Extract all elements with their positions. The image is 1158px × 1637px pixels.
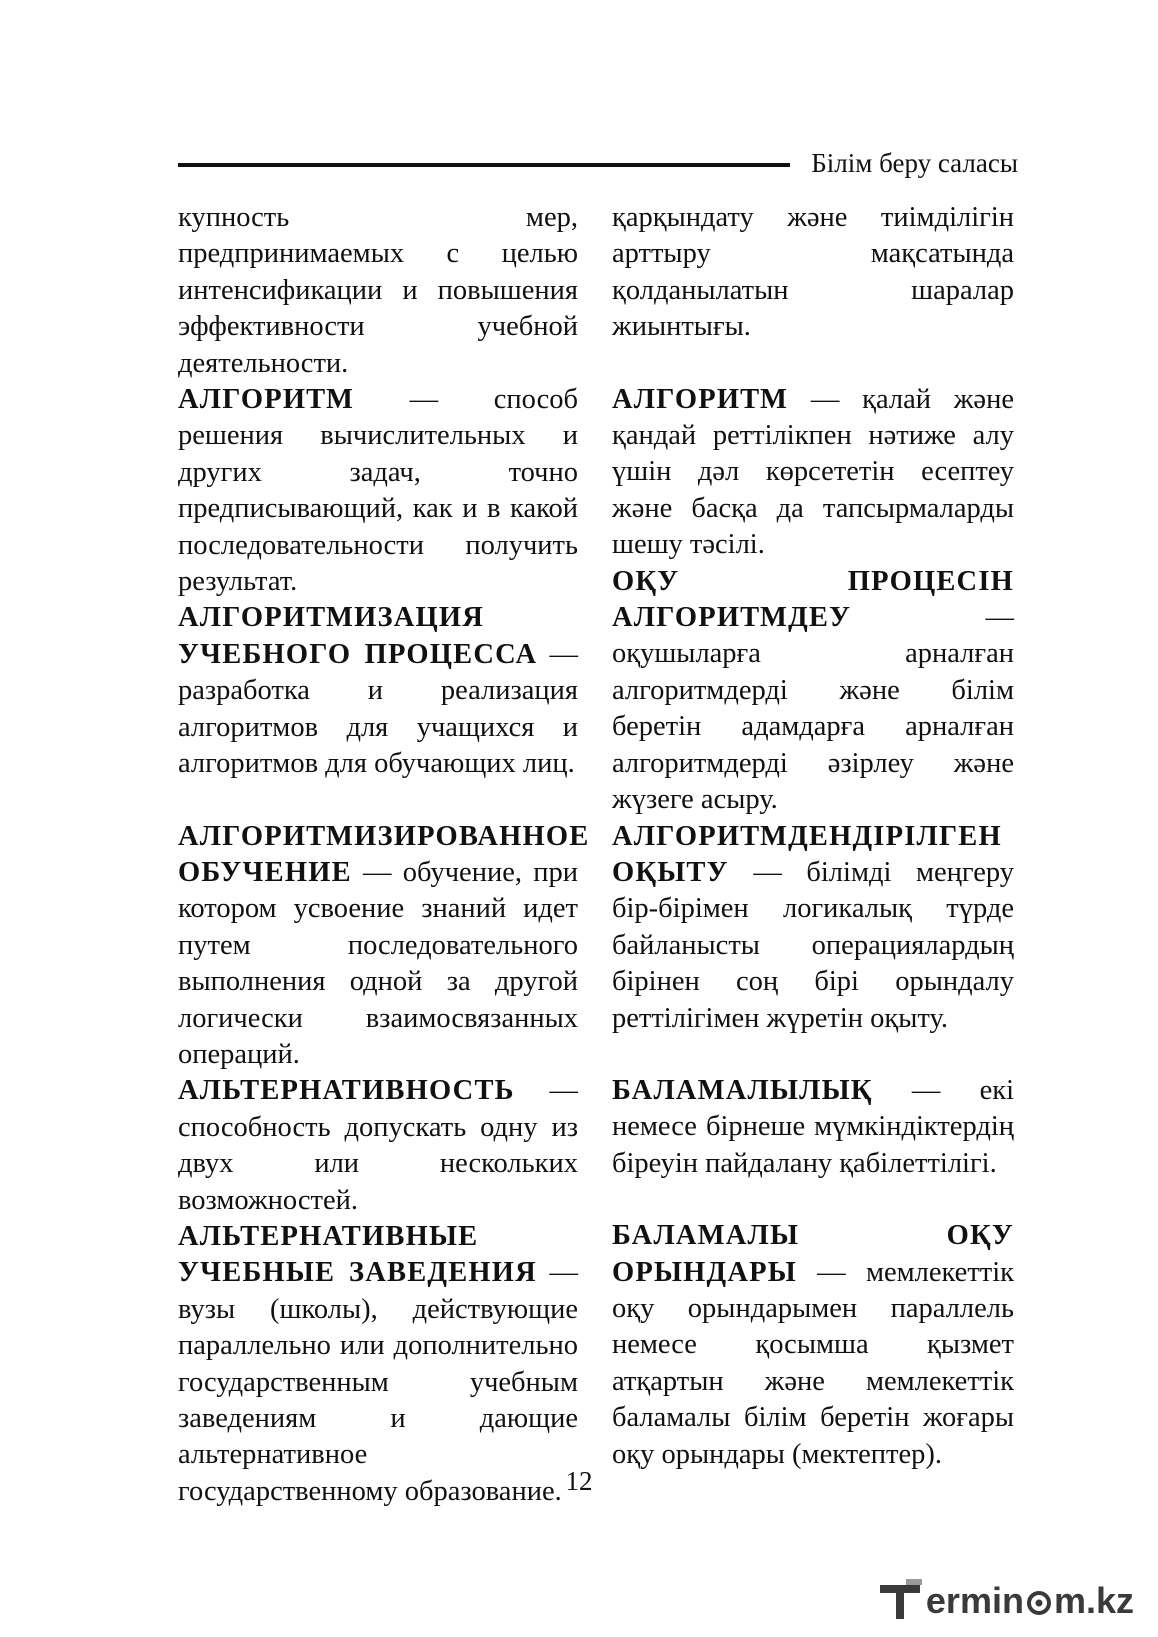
entry-algoritmizirovannoe xyxy=(178,819,590,1074)
entry-definition: — екі немесе бірнеше мүмкіндіктердің біреуін пайдалану қабілеттілігі. xyxy=(612,1074,1014,1179)
entry-term: АЛГОРИТМДЕНДІРІЛГЕН ОҚЫТУ xyxy=(612,820,1002,888)
header-rule xyxy=(178,163,790,167)
right-column-kazakh xyxy=(612,200,1014,1473)
page-number: 12 xyxy=(565,1466,593,1496)
entry-balamalylyq xyxy=(612,1073,1014,1182)
running-header xyxy=(178,146,1018,180)
entry-algoritmdeu xyxy=(612,564,1014,819)
entry-definition: — білімді меңгеру бір-бірімен логикалық түрде байланысты операциялардың бірінен соң бірі орындалу реттілігімен жүретін оқыту. xyxy=(612,856,1014,1034)
entry-term: АЛГОРИТМИЗИРОВАННОЕ ОБУЧЕНИЕ xyxy=(178,820,590,888)
entry-term: АЛЬТЕРНАТИВНЫЕ УЧЕБНЫЕ ЗАВЕДЕНИЯ xyxy=(178,1220,537,1289)
entry-spacer xyxy=(178,783,578,819)
watermark-text-end: m.kz xyxy=(1053,1580,1134,1621)
entry-definition: — мемлекеттік оқу орындарымен параллель немесе қосымша қызмет атқартын және мемлекеттік баламалы білім беретін жоғары оқу орындары (мектептер). xyxy=(612,1256,1014,1470)
entry-spacer xyxy=(612,1037,1014,1073)
entry-term: АЛГОРИТМИЗАЦИЯ УЧЕБНОГО ПРОЦЕССА xyxy=(178,602,538,670)
entry-term: БАЛАМАЛЫ ОҚУ ОРЫНДАРЫ xyxy=(612,1220,1014,1288)
entry-definition: — қалай және қандай реттілікпен нәтиже алу үшін дәл көрсететін есептеу және басқа да тапсырмаларды шешу тәсілі. xyxy=(612,383,1014,561)
entry-term: АЛЬТЕРНАТИВНОСТЬ xyxy=(178,1075,515,1107)
header-title: Білім беру саласы xyxy=(811,148,1018,178)
entry-alternativnost xyxy=(178,1073,578,1219)
entry-term: АЛГОРИТМ xyxy=(612,383,789,415)
entry-definition: — разработка и реализация алгоритмов для учащихся и алгоритмов для обучающих лиц. xyxy=(178,638,578,780)
entry-balamaly-oqu xyxy=(612,1218,1014,1473)
entry-term: ОҚУ ПРОЦЕСІН АЛГОРИТМДЕУ xyxy=(612,565,1014,634)
entry-spacer xyxy=(612,346,1014,382)
entry-spacer xyxy=(612,1182,1014,1218)
entry-definition: — способ решения вычислительных и других задач, точно предписывающий, как и в какой последовательности получить результат. xyxy=(178,384,578,598)
entry-continuation: қарқындату және тиімділігін арттыру мақсатында қолданылатын шаралар жиынтығы. xyxy=(612,202,1014,343)
entry-term: БАЛАМАЛЫЛЫҚ xyxy=(612,1074,873,1106)
entry-algoritm xyxy=(612,382,1014,564)
termincom-logo-icon xyxy=(876,1577,924,1625)
entry-algoritmdendirilgen xyxy=(612,819,1014,1037)
entry-algoritm xyxy=(178,382,578,600)
entry-definition: — обучение, при котором усвоение знаний идет путем последовательного выполнения одной за другой логически взаимосвязанных операций. xyxy=(178,856,578,1070)
entry-term: АЛГОРИТМ xyxy=(178,384,355,416)
entry-continuation: купность мер, предпринимаемых с целью интенсификации и повышения эффективности учебной деятельности. xyxy=(178,202,578,379)
entry-definition: — способность допускать одну из двух или нескольких возможностей. xyxy=(178,1075,578,1216)
watermark-circle-letter-icon xyxy=(1024,1586,1054,1616)
entry-definition: — вузы (школы), действующие параллельно или дополнительно государственным учебным заведениям и дающие альтернативное государственному образование. xyxy=(178,1257,578,1507)
termincom-watermark[interactable] xyxy=(876,1575,1134,1627)
entry-algoritmizaciya xyxy=(178,600,578,782)
entry-definition: — оқушыларға арналған алгоритмдерді және білім беретін адамдарға арналған алгоритмдерді әзірлеу және жүзеге асыру. xyxy=(612,602,1014,816)
watermark-text-start: ermin xyxy=(925,1580,1024,1621)
